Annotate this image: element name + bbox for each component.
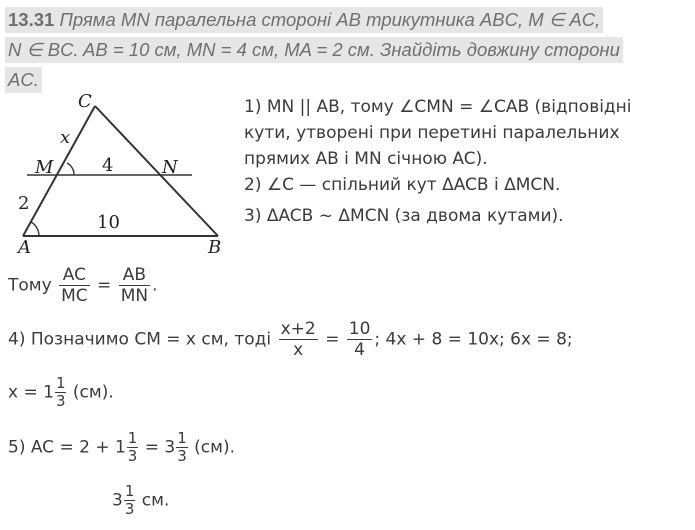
fraction-10-over-4 bbox=[347, 319, 373, 360]
label-ab-length: 10 bbox=[97, 212, 120, 233]
fraction-denominator: 3 bbox=[124, 500, 135, 518]
fraction-numerator: 10 bbox=[348, 319, 371, 339]
fraction-denominator: 3 bbox=[127, 447, 138, 465]
equals-sign: = bbox=[325, 329, 340, 350]
answer-pre: 3 bbox=[112, 490, 123, 511]
step-5-post: (см). bbox=[188, 437, 236, 458]
fraction-one-third bbox=[124, 483, 136, 518]
answer bbox=[112, 483, 169, 518]
fraction-one-third bbox=[55, 375, 67, 410]
fraction-numerator: x+2 bbox=[280, 319, 316, 339]
fraction-denominator: 3 bbox=[177, 447, 187, 465]
label-ma-length: 2 bbox=[18, 193, 30, 214]
step-3: 3) ΔACB ~ ΔMCN (за двома кутами). bbox=[244, 206, 564, 226]
problem-text-1: Пряма MN паралельна стороні AB трикутника ABC, M ∈ AC, bbox=[59, 9, 601, 30]
ratio-prefix: Тому bbox=[8, 275, 52, 296]
fraction-ac-mc bbox=[59, 265, 90, 306]
x-value bbox=[8, 375, 114, 410]
label-x: x bbox=[60, 127, 71, 148]
label-m: M bbox=[35, 157, 54, 178]
fraction-numerator: AB bbox=[119, 265, 150, 286]
problem-text-3: AC. bbox=[8, 69, 39, 90]
label-n: N bbox=[162, 157, 178, 178]
problem-text-2: N ∈ BC. AB = 10 см, MN = 4 см, MA = 2 см. Знайдіть довжину сторони bbox=[8, 39, 620, 60]
label-mn-length: 4 bbox=[102, 155, 114, 176]
fraction-numerator: 1 bbox=[55, 374, 66, 392]
angle-arc-a bbox=[31, 222, 39, 236]
fraction-ab-mn bbox=[119, 265, 150, 306]
step-1a: 1) MN || AB, тому ∠CMN = ∠CAB (відповідні bbox=[244, 97, 632, 117]
fraction-x-plus-2-over-x bbox=[279, 319, 318, 360]
equals-sign: = bbox=[97, 275, 112, 296]
side-ac bbox=[23, 106, 95, 236]
label-a: A bbox=[18, 237, 31, 258]
fraction-numerator: 1 bbox=[127, 429, 138, 447]
step-4 bbox=[8, 319, 573, 360]
step-4-rest: ; 4x + 8 = 10x; 6x = 8; bbox=[374, 329, 573, 350]
step-5-mid: = 3 bbox=[139, 437, 176, 458]
answer-post: см. bbox=[136, 490, 170, 511]
label-b: B bbox=[208, 237, 222, 258]
fraction-denominator: 3 bbox=[55, 392, 66, 410]
label-c: C bbox=[78, 92, 92, 112]
x-value-post: (см). bbox=[67, 382, 114, 403]
fraction-denominator: MN bbox=[120, 286, 149, 306]
fraction-numerator: 1 bbox=[124, 482, 135, 500]
step-1c: прямих AB і MN січною AC). bbox=[244, 149, 488, 169]
problem-line-3 bbox=[5, 67, 42, 93]
step-5 bbox=[8, 430, 235, 465]
step-1b: кути, утворені при перетині паралельних bbox=[244, 123, 620, 143]
problem-number: 13.31 bbox=[8, 9, 55, 30]
problem-line-2 bbox=[5, 37, 623, 63]
fraction-one-third bbox=[127, 430, 139, 465]
fraction-numerator: AC bbox=[59, 265, 90, 286]
ratio-line bbox=[8, 265, 157, 306]
fraction-denominator: 4 bbox=[354, 340, 365, 360]
fraction-one-third bbox=[176, 430, 188, 465]
fraction-numerator: 1 bbox=[177, 429, 187, 447]
x-value-pre: x = 1 bbox=[8, 382, 54, 403]
step-2: 2) ∠C — спільний кут ΔACB і ΔMCN. bbox=[244, 175, 561, 195]
fraction-denominator: x bbox=[293, 340, 304, 360]
triangle-figure bbox=[0, 92, 240, 262]
step-4-text: 4) Позначимо CM = x см, тоді bbox=[8, 329, 272, 350]
angle-arc-m bbox=[67, 163, 74, 175]
period: . bbox=[152, 275, 158, 296]
fraction-denominator: MC bbox=[61, 286, 88, 306]
problem-line-1 bbox=[5, 7, 603, 33]
step-5-pre: 5) AC = 2 + 1 bbox=[8, 437, 126, 458]
